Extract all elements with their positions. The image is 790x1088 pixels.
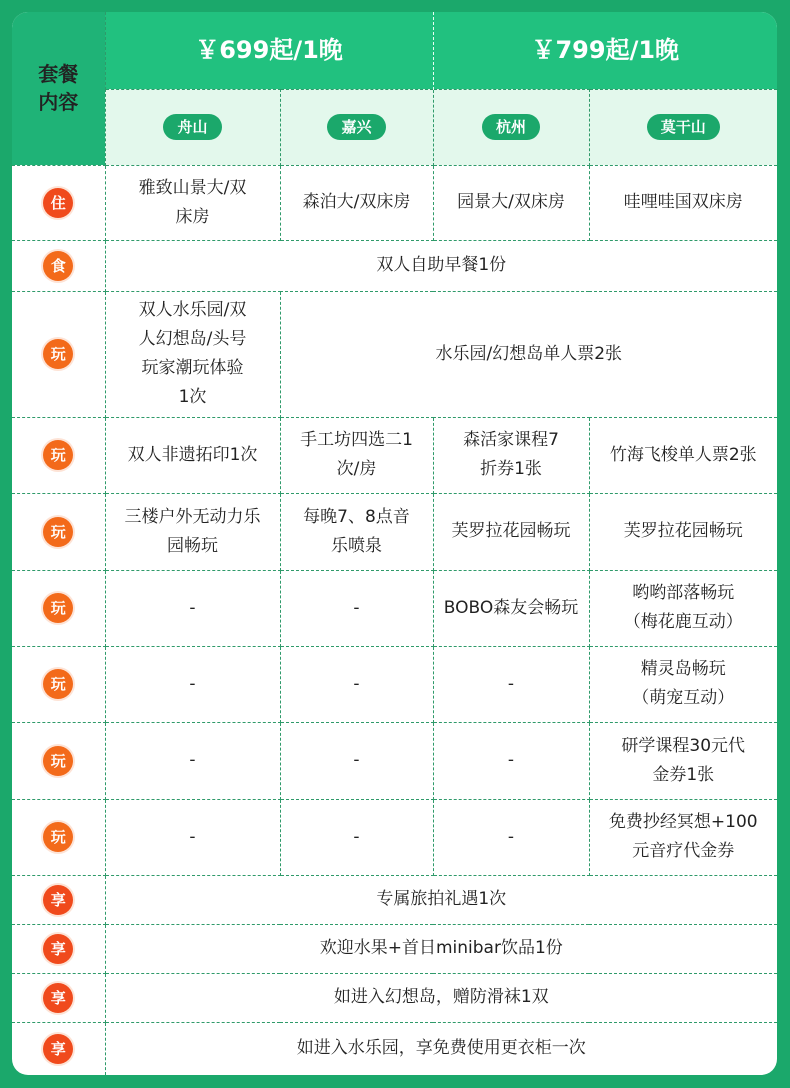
city-hangzhou: [433, 89, 589, 165]
table-row: [12, 493, 777, 570]
row-icon-cell: [12, 291, 105, 417]
row-icon-cell: [12, 646, 105, 722]
play-icon: 玩: [43, 669, 73, 699]
play-icon: 玩: [43, 517, 73, 547]
table-cell: [589, 799, 777, 875]
table-row: [12, 646, 777, 722]
table-cell: 如进入水乐园，享免费使用更衣柜一次: [105, 1022, 777, 1075]
table-cell: 水乐园/幻想岛单人票2张: [280, 291, 777, 417]
play-icon: 玩: [43, 593, 73, 623]
table-cell: 芙罗拉花园畅玩: [589, 493, 777, 570]
row-icon-cell: [12, 493, 105, 570]
table-cell: -: [433, 799, 589, 875]
table-row: [12, 165, 777, 240]
play-icon: 玩: [43, 339, 73, 369]
cell-text: 手工坊四选二1次/房: [300, 430, 413, 479]
city-pill: 舟山: [163, 114, 221, 140]
table-row: [12, 973, 777, 1022]
table-cell: [105, 291, 280, 417]
city-pill: 嘉兴: [327, 114, 385, 140]
food-icon: 食: [43, 251, 73, 281]
table-cell: [280, 417, 433, 493]
table-cell: 竹海飞梭单人票2张: [589, 417, 777, 493]
table-row: [12, 924, 777, 973]
table-row: [12, 799, 777, 875]
table-cell: -: [105, 646, 280, 722]
table-cell: 如进入幻想岛，赠防滑袜1双: [105, 973, 777, 1022]
table-cell: -: [105, 799, 280, 875]
price-header-row: [12, 12, 777, 89]
table-cell: [105, 493, 280, 570]
row-icon-cell: [12, 417, 105, 493]
row-icon-cell: [12, 973, 105, 1022]
table-cell: -: [105, 722, 280, 799]
city-header-row: [12, 89, 777, 165]
table-row: [12, 1022, 777, 1075]
row-icon-cell: [12, 165, 105, 240]
table-cell: -: [280, 799, 433, 875]
table-cell: [589, 646, 777, 722]
table-cell: -: [280, 646, 433, 722]
table-cell: 专属旅拍礼遇1次: [105, 875, 777, 924]
city-jiaxing: [280, 89, 433, 165]
cell-text: 研学课程30元代金券1张: [621, 735, 746, 785]
row-icon-cell: [12, 570, 105, 646]
table-cell: [433, 417, 589, 493]
city-zhoushan: [105, 89, 280, 165]
row-icon-cell: [12, 875, 105, 924]
cell-text: 雅致山景大/双床房: [138, 177, 247, 227]
play-icon: 玩: [43, 822, 73, 852]
table-cell: [589, 570, 777, 646]
row-icon-cell: [12, 1022, 105, 1075]
table-cell: 哇哩哇国双床房: [589, 165, 777, 240]
city-moganshan: [589, 89, 777, 165]
table-cell: -: [105, 570, 280, 646]
cell-text: 免费抄经冥想+100元音疗代金券: [608, 812, 758, 861]
play-icon: 玩: [43, 746, 73, 776]
table-row: [12, 570, 777, 646]
perk-icon: 享: [43, 934, 73, 964]
perk-icon: 享: [43, 983, 73, 1013]
row-icon-cell: [12, 799, 105, 875]
table-cell: -: [280, 722, 433, 799]
table-cell: 园景大/双床房: [433, 165, 589, 240]
play-icon: 玩: [43, 440, 73, 470]
cell-text: 每晚7、8点音乐喷泉: [303, 506, 410, 556]
table-row: [12, 240, 777, 291]
price-799: ￥799起/1晚: [433, 12, 777, 89]
table-cell: [105, 165, 280, 240]
table-row: [12, 417, 777, 493]
table-cell: BOBO森友会畅玩: [433, 570, 589, 646]
cell-text: 哟哟部落畅玩（梅花鹿互动）: [623, 583, 743, 632]
row-icon-cell: [12, 924, 105, 973]
table-row: [12, 875, 777, 924]
perk-icon: 享: [43, 885, 73, 915]
table-cell: -: [433, 646, 589, 722]
table-cell: -: [280, 570, 433, 646]
perk-icon: 享: [43, 1034, 73, 1064]
table-cell: 芙罗拉花园畅玩: [433, 493, 589, 570]
package-content-header: [12, 12, 105, 165]
package-card: [12, 12, 777, 1075]
row-icon-cell: [12, 240, 105, 291]
table-row: [12, 722, 777, 799]
table-row: [12, 291, 777, 417]
city-pill: 莫干山: [647, 114, 720, 140]
cell-text: 三楼户外无动力乐园畅玩: [124, 506, 261, 556]
package-table: [12, 12, 777, 1075]
table-cell: -: [433, 722, 589, 799]
table-cell: [280, 493, 433, 570]
stay-icon: 住: [43, 188, 73, 218]
cell-text: 森活家课程7折券1张: [463, 430, 559, 479]
price-699: ￥699起/1晚: [105, 12, 433, 89]
city-pill: 杭州: [482, 114, 540, 140]
table-cell: [589, 722, 777, 799]
cell-text: 双人水乐园/双人幻想岛/头号玩家潮玩体验1次: [138, 300, 247, 407]
table-cell: 双人非遗拓印1次: [105, 417, 280, 493]
package-content-label: 套餐内容: [38, 62, 79, 115]
table-cell: 欢迎水果+首日minibar饮品1份: [105, 924, 777, 973]
cell-text: 精灵岛畅玩（萌宠互动）: [632, 659, 735, 708]
table-cell: 双人自助早餐1份: [105, 240, 777, 291]
table-cell: 森泊大/双床房: [280, 165, 433, 240]
row-icon-cell: [12, 722, 105, 799]
